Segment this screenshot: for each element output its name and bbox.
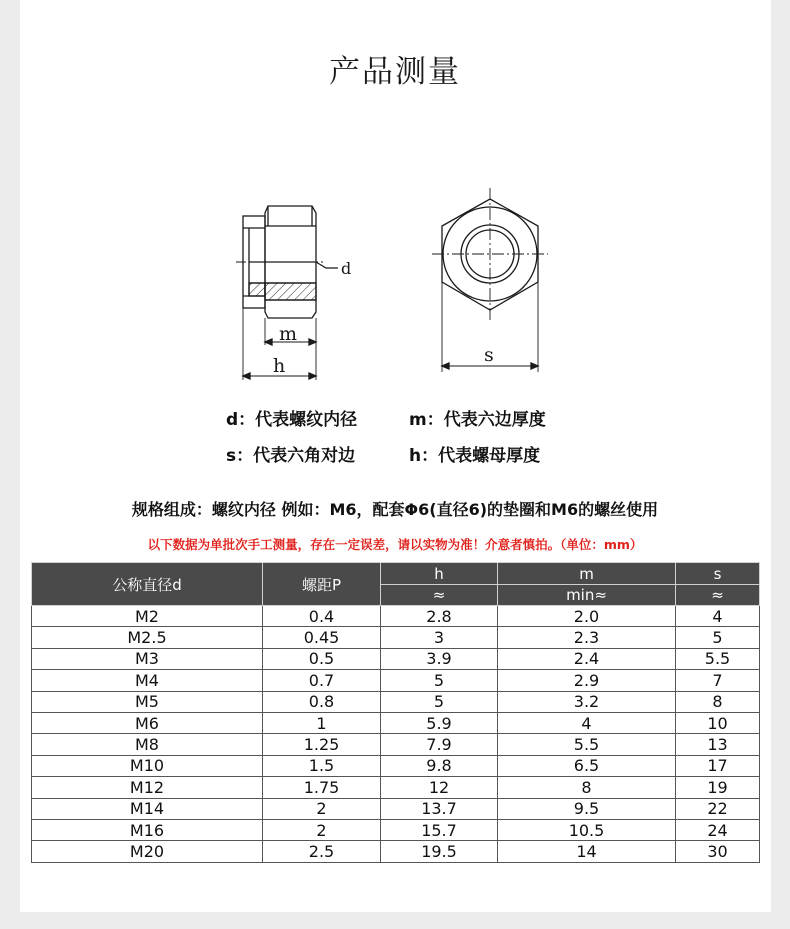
cell-pitch: 1.75 xyxy=(263,777,381,798)
cell-pitch: 2.5 xyxy=(263,841,381,862)
cell-pitch: 1.25 xyxy=(263,734,381,755)
cell-m: 8 xyxy=(498,777,676,798)
cell-h: 5 xyxy=(381,691,498,712)
table-row xyxy=(32,819,760,840)
cell-pitch: 2 xyxy=(263,819,381,840)
cell-s: 19 xyxy=(676,777,760,798)
table-row xyxy=(32,627,760,648)
cell-pitch: 0.7 xyxy=(263,670,381,691)
cell-nominal: M4 xyxy=(32,670,263,691)
cell-m: 10.5 xyxy=(498,819,676,840)
cell-s: 10 xyxy=(676,712,760,733)
header-pitch: 螺距P xyxy=(263,563,381,606)
cell-s: 22 xyxy=(676,798,760,819)
cell-nominal: M14 xyxy=(32,798,263,819)
cell-h: 15.7 xyxy=(381,819,498,840)
header-h-sub: ≈ xyxy=(381,585,498,606)
label-s: s xyxy=(484,344,494,366)
legend-h: h：代表螺母厚度 xyxy=(409,446,541,466)
nut-drawing xyxy=(0,0,790,400)
cell-m: 3.2 xyxy=(498,691,676,712)
cell-s: 7 xyxy=(676,670,760,691)
table-row xyxy=(32,798,760,819)
cell-s: 24 xyxy=(676,819,760,840)
cell-s: 5.5 xyxy=(676,648,760,669)
header-h: h xyxy=(381,563,498,585)
table-row xyxy=(32,691,760,712)
table-row xyxy=(32,734,760,755)
legend-s: s：代表六角对边 xyxy=(226,446,356,466)
table-row xyxy=(32,777,760,798)
side-view xyxy=(236,206,338,380)
page-title: 产品测量 xyxy=(329,54,461,90)
table-row xyxy=(32,712,760,733)
table-row xyxy=(32,841,760,862)
cell-pitch: 0.5 xyxy=(263,648,381,669)
cell-nominal: M3 xyxy=(32,648,263,669)
cell-h: 7.9 xyxy=(381,734,498,755)
cell-m: 4 xyxy=(498,712,676,733)
cell-nominal: M20 xyxy=(32,841,263,862)
cell-nominal: M2 xyxy=(32,606,263,627)
cell-pitch: 1.5 xyxy=(263,755,381,776)
cell-pitch: 0.4 xyxy=(263,606,381,627)
cell-m: 2.3 xyxy=(498,627,676,648)
legend-d: d：代表螺纹内径 xyxy=(226,410,358,430)
cell-s: 17 xyxy=(676,755,760,776)
cell-nominal: M10 xyxy=(32,755,263,776)
cell-pitch: 0.45 xyxy=(263,627,381,648)
header-m-sub: min≈ xyxy=(498,585,676,606)
label-h: h xyxy=(273,355,286,377)
spec-description: 规格组成：螺纹内径 例如：M6，配套Φ6(直径6)的垫圈和M6的螺丝使用 xyxy=(131,500,659,519)
table-row xyxy=(32,648,760,669)
cell-pitch: 2 xyxy=(263,798,381,819)
cell-s: 13 xyxy=(676,734,760,755)
cell-h: 9.8 xyxy=(381,755,498,776)
table-row xyxy=(32,755,760,776)
cell-m: 14 xyxy=(498,841,676,862)
cell-s: 5 xyxy=(676,627,760,648)
cell-m: 5.5 xyxy=(498,734,676,755)
cell-m: 2.9 xyxy=(498,670,676,691)
cell-m: 9.5 xyxy=(498,798,676,819)
cell-pitch: 0.8 xyxy=(263,691,381,712)
cell-nominal: M12 xyxy=(32,777,263,798)
cell-h: 5.9 xyxy=(381,712,498,733)
label-d: d xyxy=(341,259,352,278)
cell-nominal: M8 xyxy=(32,734,263,755)
table-row xyxy=(32,670,760,691)
cell-m: 2.0 xyxy=(498,606,676,627)
cell-nominal: M6 xyxy=(32,712,263,733)
header-s-sub: ≈ xyxy=(676,585,760,606)
cell-m: 2.4 xyxy=(498,648,676,669)
cell-nominal: M16 xyxy=(32,819,263,840)
header-nominal: 公称直径d xyxy=(32,563,263,606)
header-s: s xyxy=(676,563,760,585)
legend-m: m：代表六边厚度 xyxy=(409,410,546,430)
cell-h: 12 xyxy=(381,777,498,798)
cell-s: 30 xyxy=(676,841,760,862)
cell-h: 13.7 xyxy=(381,798,498,819)
cell-h: 19.5 xyxy=(381,841,498,862)
cell-h: 5 xyxy=(381,670,498,691)
cell-nominal: M2.5 xyxy=(32,627,263,648)
cell-s: 8 xyxy=(676,691,760,712)
label-m: m xyxy=(279,323,298,345)
cell-h: 3 xyxy=(381,627,498,648)
table-row xyxy=(32,606,760,627)
cell-h: 3.9 xyxy=(381,648,498,669)
cell-nominal: M5 xyxy=(32,691,263,712)
header-m: m xyxy=(498,563,676,585)
cell-h: 2.8 xyxy=(381,606,498,627)
dimension-table xyxy=(31,562,760,863)
measurement-warning: 以下数据为单批次手工测量，存在一定误差，请以实物为准！介意者慎拍。（单位：mm） xyxy=(147,537,643,552)
cell-pitch: 1 xyxy=(263,712,381,733)
table-body xyxy=(32,606,760,863)
cell-s: 4 xyxy=(676,606,760,627)
cell-m: 6.5 xyxy=(498,755,676,776)
